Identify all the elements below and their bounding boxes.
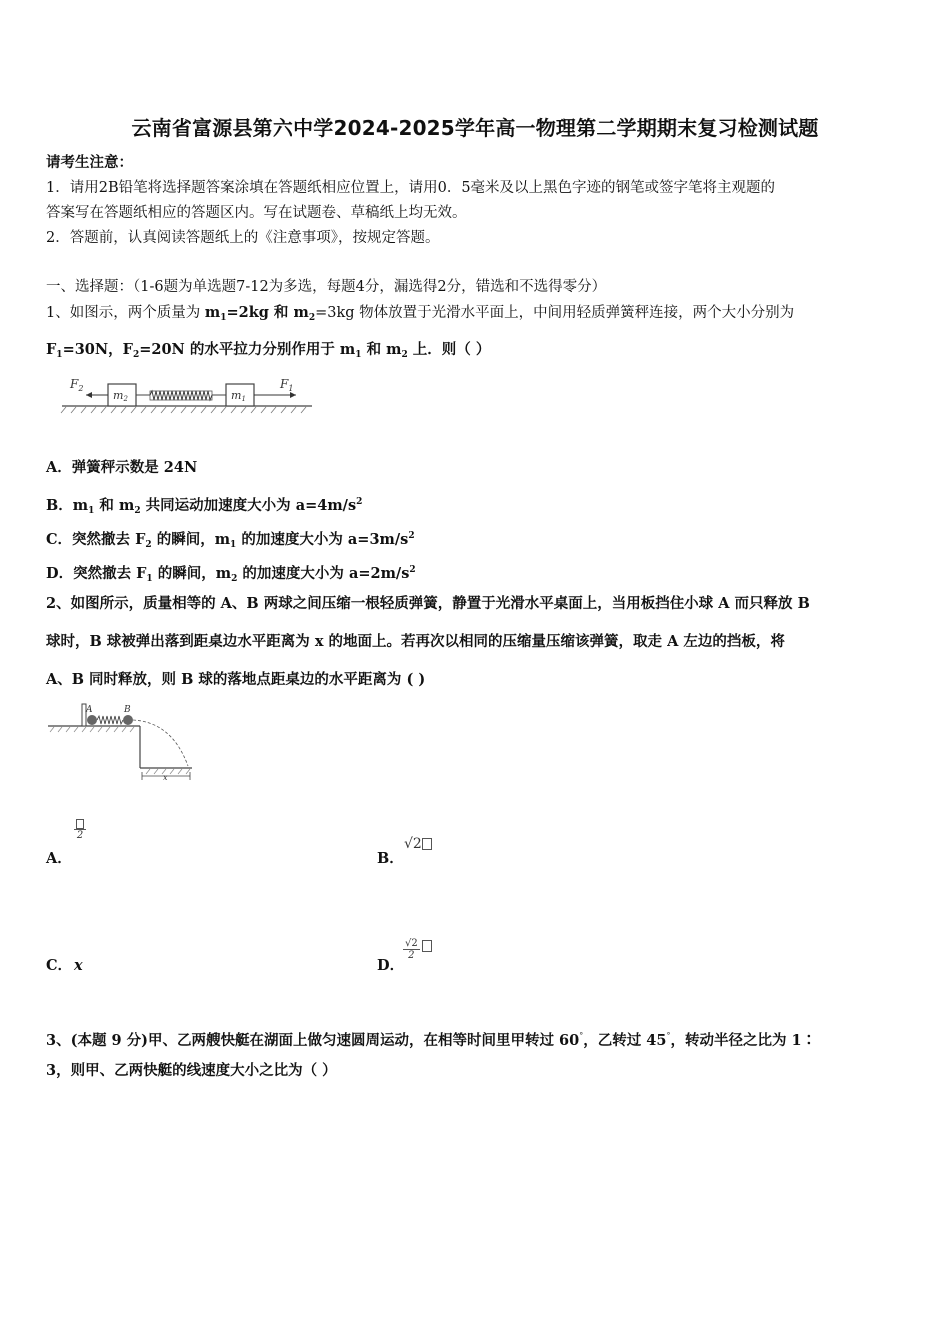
q2-option-b: B． xyxy=(377,850,404,867)
q1-line-1: 1、如图示，两个质量为 $m_1=2kg$ 和 $m_2=3kg$ 物体放置于光滑水平面上，中间用轻质弹簧秤连接，两个大小分别为 xyxy=(46,304,795,323)
q1-option-c: C．突然撤去 $F_2$ 的瞬间，$m_1$ 的加速度大小为 $a=3m/s^2$ xyxy=(46,531,415,550)
q1-option-b: B．$m_1$ 和 $m_2$ 共同运动加速度大小为 $a=4m/s^2$ xyxy=(46,497,363,516)
q2-option-c: C． xyxy=(46,957,73,974)
svg-text:x: x xyxy=(163,773,168,782)
q1-line-2: $F_1=30N$，$F_2=20N$ 的水平拉力分别作用于 $m_1$ 和 $m_2$ 上．则（ ） xyxy=(46,341,491,360)
q3-line-2: 3，则甲、乙两快艇的线速度大小之比为（ ） xyxy=(46,1062,337,1079)
notice-line-2: 答案写在答题纸相应的答题区内。写在试题卷、草稿纸上均无效。 xyxy=(46,205,467,221)
notice-line-3: 2．答题前，认真阅读答题纸上的《注意事项》，按规定答题。 xyxy=(46,230,440,246)
page-title: 云南省富源县第六中学2024-2025学年高一物理第二学期期末复习检测试题 xyxy=(131,116,819,140)
svg-text:m2: m2 xyxy=(113,389,128,403)
q2-line-2: 球时，B 球被弹出落到距桌边水平距离为 x 的地面上。若再次以相同的压缩量压缩该弹簧，取走 A 左边的挡板，将 xyxy=(46,633,785,650)
section-heading: 一、选择题：（1-6题为单选题7-12为多选，每题4分，漏选得2分，错选和不选得零分） xyxy=(46,279,607,295)
q2-option-c-value: x xyxy=(74,957,83,974)
q2-option-a: A． xyxy=(46,850,72,867)
q1-spring-figure xyxy=(60,374,316,418)
q2-option-a-fraction: 2 xyxy=(74,818,86,842)
q2-line-1: 2、如图所示，质量相等的 A、B 两球之间压缩一根轻质弹簧，静置于光滑水平桌面上，当用板挡住小球 A 而只释放 B xyxy=(46,595,810,612)
notice-line-1: 1．请用2B铅笔将选择题答案涂填在答题纸相应位置上，请用0．5毫米及以上黑色字迹的钢笔或签字笔将主观题的 xyxy=(46,180,776,196)
q1-option-d: D．突然撤去 $F_1$ 的瞬间，$m_2$ 的加速度大小为 $a=2m/s^2$ xyxy=(46,565,416,584)
q2-option-d-expr: $\frac{√2}{2}$ xyxy=(403,938,432,962)
svg-text:F1: $F_1$ xyxy=(280,377,294,393)
q2-line-3: A、B 同时释放，则 B 球的落地点距桌边的水平距离为 ( ) xyxy=(46,671,426,688)
q3-line-1: 3、(本题 9 分)甲、乙两艘快艇在湖面上做匀速圆周运动，在相等时间里甲转过 60°，乙转过 45°，转动半径之比为 1∶ xyxy=(46,1030,817,1049)
svg-text:B: B xyxy=(124,705,131,715)
q2-table-figure xyxy=(46,700,196,784)
q2-option-d: D． xyxy=(377,957,405,974)
svg-text:A: A xyxy=(86,705,93,715)
svg-text:F2: $F_2$ xyxy=(70,377,84,393)
q1-option-a: A．弹簧秤示数是 24N xyxy=(46,459,198,476)
q2-option-b-expr: √2 xyxy=(404,836,432,852)
svg-text:m1: m1 xyxy=(231,389,246,403)
notice-heading: 请考生注意： xyxy=(46,154,133,171)
